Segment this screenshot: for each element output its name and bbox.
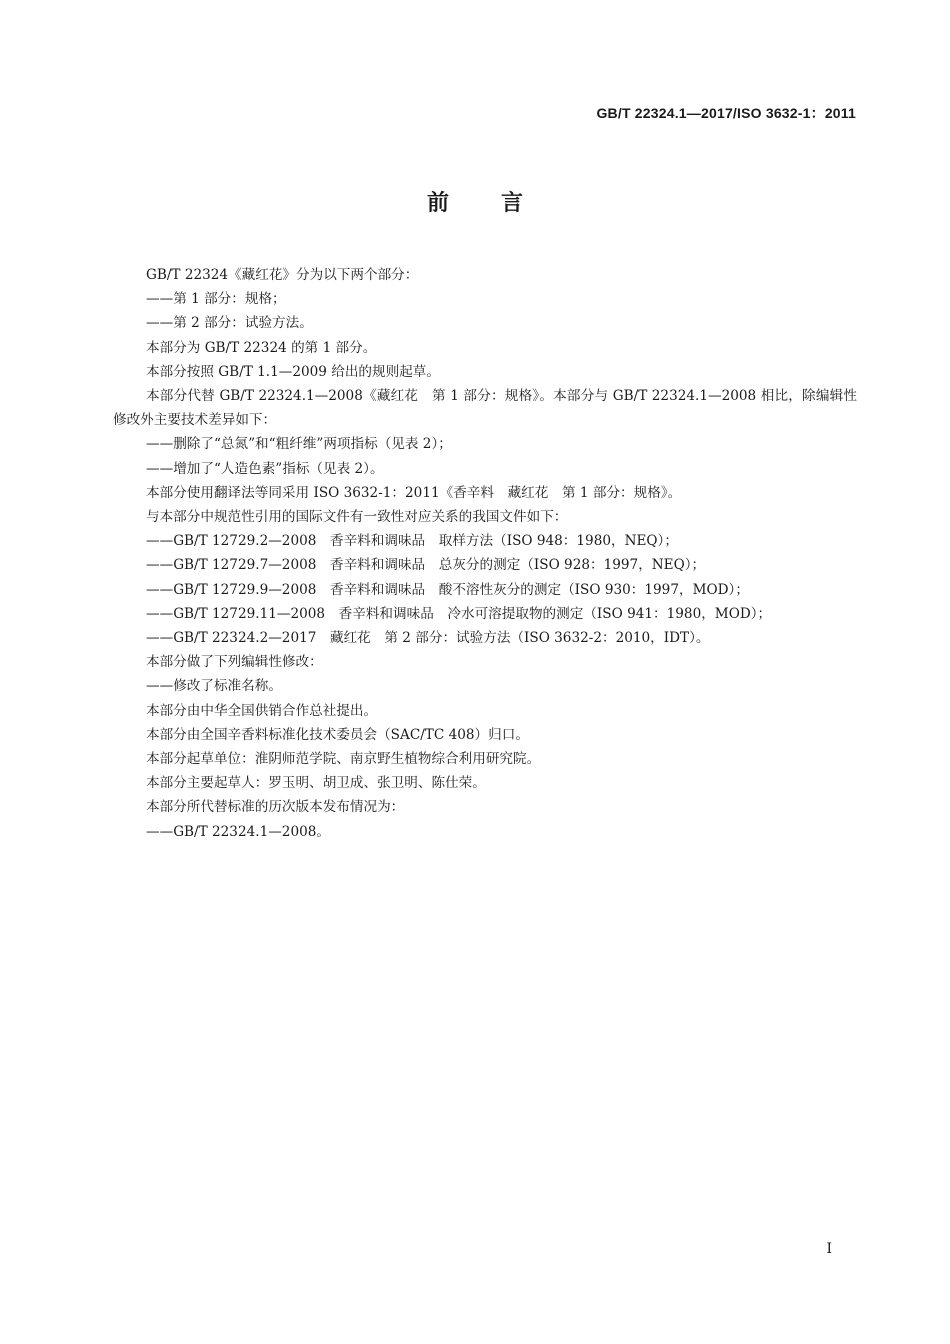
list-item: ——GB/T 22324.2—2017 藏红花 第 2 部分：试验方法（ISO 3632-2：2010，IDT）。 bbox=[146, 630, 710, 647]
paragraph: 本部分代替 GB/T 22324.1—2008《藏红花 第 1 部分：规格》。本部分与 GB/T 22324.1—2008 相比，除编辑性修改外主要技术差异如下： bbox=[113, 388, 857, 429]
paragraph: 本部分主要起草人：罗玉明、胡卫成、张卫明、陈仕荣。 bbox=[146, 775, 486, 792]
paragraph: 本部分做了下列编辑性修改： bbox=[146, 654, 323, 671]
paragraph: 本部分使用翻译法等同采用 ISO 3632-1：2011《香辛料 藏红花 第 1 部分：规格》。 bbox=[146, 484, 682, 501]
list-item: ——第 2 部分：试验方法。 bbox=[146, 315, 313, 332]
paragraph: 本部分所代替标准的历次版本发布情况为： bbox=[146, 799, 405, 816]
list-item: ——GB/T 12729.2—2008 香辛料和调味品 取样方法（ISO 948：1980，NEQ）； bbox=[146, 533, 678, 550]
list-item: ——第 1 部分：规格； bbox=[146, 291, 286, 308]
paragraph: 本部分起草单位：淮阴师范学院、南京野生植物综合利用研究院。 bbox=[146, 751, 541, 768]
paragraph: 本部分按照 GB/T 1.1—2009 给出的规则起草。 bbox=[146, 363, 440, 380]
paragraph: 本部分为 GB/T 22324 的第 1 部分。 bbox=[146, 339, 377, 356]
list-item: ——修改了标准名称。 bbox=[146, 678, 282, 695]
list-item: ——删除了“总氮”和“粗纤维”两项指标（见表 2）； bbox=[146, 436, 452, 453]
list-item: ——GB/T 12729.11—2008 香辛料和调味品 冷水可溶提取物的测定（ISO 941：1980，MOD）； bbox=[146, 605, 772, 622]
foreword-body bbox=[113, 263, 857, 844]
list-item: ——GB/T 12729.9—2008 香辛料和调味品 酸不溶性灰分的测定（ISO 930：1997，MOD）； bbox=[146, 581, 749, 598]
paragraph: GB/T 22324《藏红花》分为以下两个部分： bbox=[146, 267, 419, 283]
list-item: ——GB/T 12729.7—2008 香辛料和调味品 总灰分的测定（ISO 928：1997，NEQ）； bbox=[146, 557, 706, 574]
list-item: ——GB/T 22324.1—2008。 bbox=[146, 823, 331, 840]
paragraph: 本部分由全国辛香料标准化技术委员会（SAC/TC 408）归口。 bbox=[146, 726, 529, 743]
list-item: ——增加了“人造色素”指标（见表 2）。 bbox=[146, 460, 384, 477]
paragraph: 本部分由中华全国供销合作总社提出。 bbox=[146, 702, 378, 719]
paragraph: 与本部分中规范性引用的国际文件有一致性对应关系的我国文件如下： bbox=[146, 509, 568, 526]
standard-number: GB/T 22324.1—2017/ISO 3632-1：2011 bbox=[596, 105, 856, 121]
section-title: 前言 bbox=[426, 191, 575, 216]
page-number: I bbox=[826, 1241, 832, 1257]
